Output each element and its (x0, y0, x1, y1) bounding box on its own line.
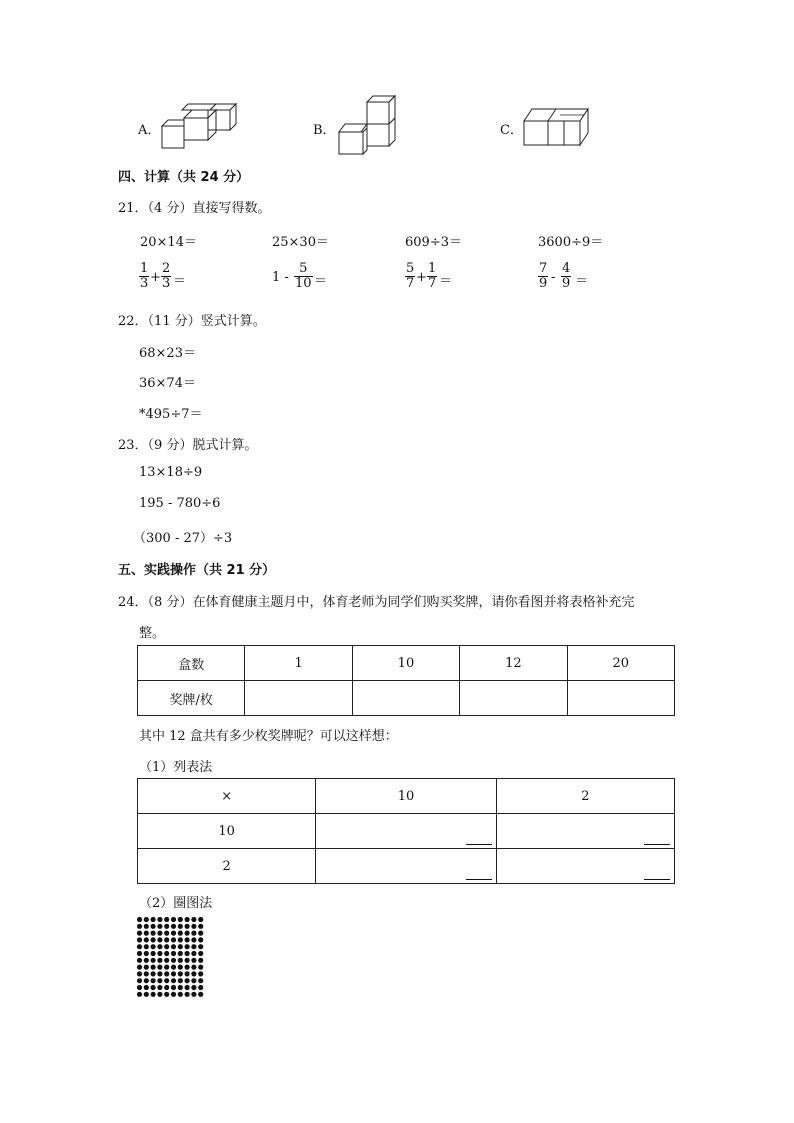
medal-dot (144, 965, 149, 970)
option-c-label: C． (500, 123, 523, 138)
medal-dot (157, 924, 162, 929)
medal-dot (191, 944, 196, 949)
q21-item-3: 609÷3＝ (405, 235, 462, 250)
table-cell: 20 (567, 646, 674, 681)
table-cell: 奖牌/枚 (138, 681, 245, 716)
option-a-label: A． (138, 123, 161, 138)
medal-dot (171, 944, 176, 949)
frac-numerator: 5 (294, 262, 313, 277)
q21-frac3-b (427, 262, 437, 291)
q21-title: 21．（4 分）直接写得数。 (118, 201, 271, 216)
method-1-label: （1）列表法 (139, 760, 213, 775)
answer-cell[interactable] (352, 681, 459, 716)
q21-frac4-a (538, 262, 548, 291)
medal-dot (198, 958, 203, 963)
medal-dot (178, 992, 183, 997)
medal-dot (191, 985, 196, 990)
medal-dot (171, 924, 176, 929)
medal-dot (178, 951, 183, 956)
section-4-heading: 四、计算（共 24 分） (118, 170, 250, 185)
medal-dot (178, 917, 183, 922)
medal-dot (191, 971, 196, 976)
q23-item-1: 13×18÷9 (139, 465, 203, 480)
medal-dot (191, 917, 196, 922)
medal-dot (191, 931, 196, 936)
medal-dot (198, 951, 203, 956)
medal-dot (137, 971, 142, 976)
medal-dot (198, 978, 203, 983)
q24-text-line1: 24．（8 分）在体育健康主题月中，体育老师为同学们购买奖牌，请你看图并将表格补充完 (118, 595, 635, 610)
medal-dot (191, 978, 196, 983)
medal-dot (137, 958, 142, 963)
answer-cell[interactable] (460, 681, 567, 716)
answer-blank[interactable] (466, 832, 492, 845)
medal-dot (144, 971, 149, 976)
medal-dot (171, 971, 176, 976)
medal-dot (151, 965, 156, 970)
q21-frac2-prefix: 1 - (272, 270, 289, 285)
option-b-label: B． (313, 123, 336, 138)
answer-cell[interactable] (496, 814, 674, 849)
table-row (138, 779, 675, 814)
table-cell: 2 (496, 779, 674, 814)
medal-dot (151, 985, 156, 990)
multiplication-table (137, 778, 675, 884)
medal-dot (144, 985, 149, 990)
medal-dot (144, 951, 149, 956)
medal-dot (137, 992, 142, 997)
medal-dot (137, 924, 142, 929)
medal-dot (164, 958, 169, 963)
medal-dot (178, 944, 183, 949)
medal-dot (198, 992, 203, 997)
q21-frac3-a (405, 262, 415, 291)
medal-dot (137, 985, 142, 990)
q21-frac1-op: + (150, 270, 161, 285)
q24-prompt: 其中 12 盒共有多少枚奖牌呢？可以这样想： (139, 729, 398, 744)
medal-dot (164, 985, 169, 990)
table-cell: 10 (316, 779, 496, 814)
medal-dot (157, 978, 162, 983)
medal-dot (137, 944, 142, 949)
medal-dot (191, 958, 196, 963)
medal-dot (157, 917, 162, 922)
medal-dot (171, 951, 176, 956)
table-row (138, 849, 675, 884)
medal-dot (178, 937, 183, 942)
q21-frac2-eq: ＝ (314, 274, 328, 289)
q21-frac2-b (294, 262, 313, 291)
option-b-cubes-figure (335, 94, 399, 158)
method-2-label: （2）圈图法 (139, 896, 213, 911)
frac-numerator: 2 (162, 261, 171, 276)
medal-dot (157, 992, 162, 997)
medal-dot (137, 978, 142, 983)
frac-denominator: 3 (140, 276, 149, 291)
table-row (138, 814, 675, 849)
q24-text-line2: 整。 (139, 626, 166, 641)
medal-dot (185, 951, 190, 956)
medal-dot (164, 931, 169, 936)
answer-cell[interactable] (316, 814, 496, 849)
medal-dot (137, 931, 142, 936)
section-5-heading: 五、实践操作（共 21 分） (118, 563, 276, 578)
option-a-cubes-figure (160, 100, 240, 152)
medal-dot (144, 978, 149, 983)
medal-dot (185, 958, 190, 963)
medal-dot (164, 951, 169, 956)
medal-dot (164, 937, 169, 942)
medal-dot (191, 992, 196, 997)
q23-title: 23．（9 分）脱式计算。 (118, 438, 258, 453)
medal-dot (171, 937, 176, 942)
frac-numerator: 5 (406, 261, 415, 276)
medal-dot (157, 971, 162, 976)
medal-dot (144, 931, 149, 936)
medal-dot (157, 958, 162, 963)
medal-dot (198, 917, 203, 922)
q21-frac3-op: + (416, 270, 427, 285)
medal-dot (198, 971, 203, 976)
medal-dot (171, 958, 176, 963)
medal-dot (185, 931, 190, 936)
medal-dot (178, 971, 183, 976)
q22-title: 22．（11 分）竖式计算。 (118, 314, 266, 329)
medal-dot (144, 917, 149, 922)
medal-dot (151, 978, 156, 983)
medal-dot (198, 985, 203, 990)
q22-item-1: 68×23＝ (139, 346, 196, 361)
medal-dot (151, 931, 156, 936)
medal-dot (171, 931, 176, 936)
medal-dot (185, 937, 190, 942)
medal-dot (185, 992, 190, 997)
medal-dot (164, 992, 169, 997)
frac-numerator: 4 (562, 261, 571, 276)
table-cell: 10 (352, 646, 459, 681)
medal-dot (164, 924, 169, 929)
q21-frac4-b (561, 262, 571, 291)
medal-dot (171, 917, 176, 922)
medal-dot (164, 965, 169, 970)
medal-dot (185, 965, 190, 970)
medal-dot (144, 958, 149, 963)
frac-denominator: 9 (562, 276, 571, 291)
table-cell: 2 (138, 849, 316, 884)
medal-dot (151, 917, 156, 922)
medal-dot (157, 965, 162, 970)
q21-item-2: 25×30＝ (272, 235, 329, 250)
medal-dot (151, 958, 156, 963)
answer-blank[interactable] (644, 832, 670, 845)
medal-dot (151, 924, 156, 929)
medal-dot (191, 965, 196, 970)
table-row (138, 646, 675, 681)
medal-dot (178, 931, 183, 936)
medal-dot (185, 985, 190, 990)
medal-dot (185, 971, 190, 976)
medal-dot (191, 924, 196, 929)
table-cell: 12 (460, 646, 567, 681)
medal-dot (178, 924, 183, 929)
table-cell: 10 (138, 814, 316, 849)
answer-blank[interactable] (644, 867, 670, 880)
medal-dot (164, 971, 169, 976)
medal-dot (164, 944, 169, 949)
medal-dot (178, 985, 183, 990)
answer-cell[interactable] (245, 681, 352, 716)
q21-frac4-eq: ＝ (575, 274, 589, 289)
option-c-cubes-figure (520, 103, 592, 149)
medal-dot (171, 965, 176, 970)
medal-dot (151, 951, 156, 956)
table-cell: × (138, 779, 316, 814)
medal-dot (198, 944, 203, 949)
medal-dot-grid (136, 916, 218, 998)
medal-dot (185, 917, 190, 922)
medal-dot (151, 992, 156, 997)
medal-dot (137, 965, 142, 970)
medal-dot (178, 978, 183, 983)
medal-dot (144, 992, 149, 997)
medal-dot (137, 951, 142, 956)
medal-dot (164, 917, 169, 922)
medal-dot (185, 978, 190, 983)
medal-dot (137, 917, 142, 922)
medal-dot (178, 965, 183, 970)
medal-dot (198, 965, 203, 970)
frac-denominator: 3 (162, 276, 171, 291)
frac-numerator: 1 (428, 261, 437, 276)
medal-dot (144, 937, 149, 942)
medal-dot (151, 937, 156, 942)
medal-dot (151, 971, 156, 976)
frac-denominator: 9 (539, 276, 548, 291)
medal-dot (191, 951, 196, 956)
q21-frac1-eq: ＝ (173, 274, 187, 289)
medal-dot (144, 924, 149, 929)
q22-item-3: *495÷7＝ (139, 407, 203, 422)
frac-numerator: 1 (140, 261, 149, 276)
medal-dot (157, 985, 162, 990)
medal-dot (171, 992, 176, 997)
medal-dot (185, 924, 190, 929)
medal-dot (171, 978, 176, 983)
medal-count-table (137, 645, 675, 716)
medal-dot (157, 931, 162, 936)
medal-dot (144, 944, 149, 949)
q21-item-1: 20×14＝ (140, 235, 197, 250)
q21-frac1-b (161, 262, 171, 291)
medal-dot (157, 944, 162, 949)
q21-item-4: 3600÷9＝ (538, 235, 604, 250)
frac-denominator: 10 (295, 276, 312, 291)
medal-dot (164, 978, 169, 983)
medal-dot (171, 985, 176, 990)
medal-dot (198, 931, 203, 936)
medal-dot (185, 944, 190, 949)
q21-frac3-eq: ＝ (439, 274, 453, 289)
medal-dot (198, 924, 203, 929)
frac-denominator: 7 (406, 276, 415, 291)
q21-frac4-op: - (551, 270, 556, 285)
medal-dot (191, 937, 196, 942)
q23-item-3: （300 - 27）÷3 (133, 531, 233, 546)
medal-dot (137, 937, 142, 942)
medal-dot (157, 937, 162, 942)
q22-item-2: 36×74＝ (139, 376, 196, 391)
table-cell: 盒数 (138, 646, 245, 681)
answer-blank[interactable] (466, 867, 492, 880)
q23-item-2: 195 - 780÷6 (139, 496, 221, 511)
answer-cell[interactable] (567, 681, 674, 716)
table-cell: 1 (245, 646, 352, 681)
answer-cell[interactable] (316, 849, 496, 884)
medal-dot (157, 951, 162, 956)
medal-dot (198, 937, 203, 942)
answer-cell[interactable] (496, 849, 674, 884)
frac-numerator: 7 (539, 261, 548, 276)
frac-denominator: 7 (428, 276, 437, 291)
table-row (138, 681, 675, 716)
medal-dot (178, 958, 183, 963)
q21-frac1-a (139, 262, 149, 291)
medal-dot (151, 944, 156, 949)
